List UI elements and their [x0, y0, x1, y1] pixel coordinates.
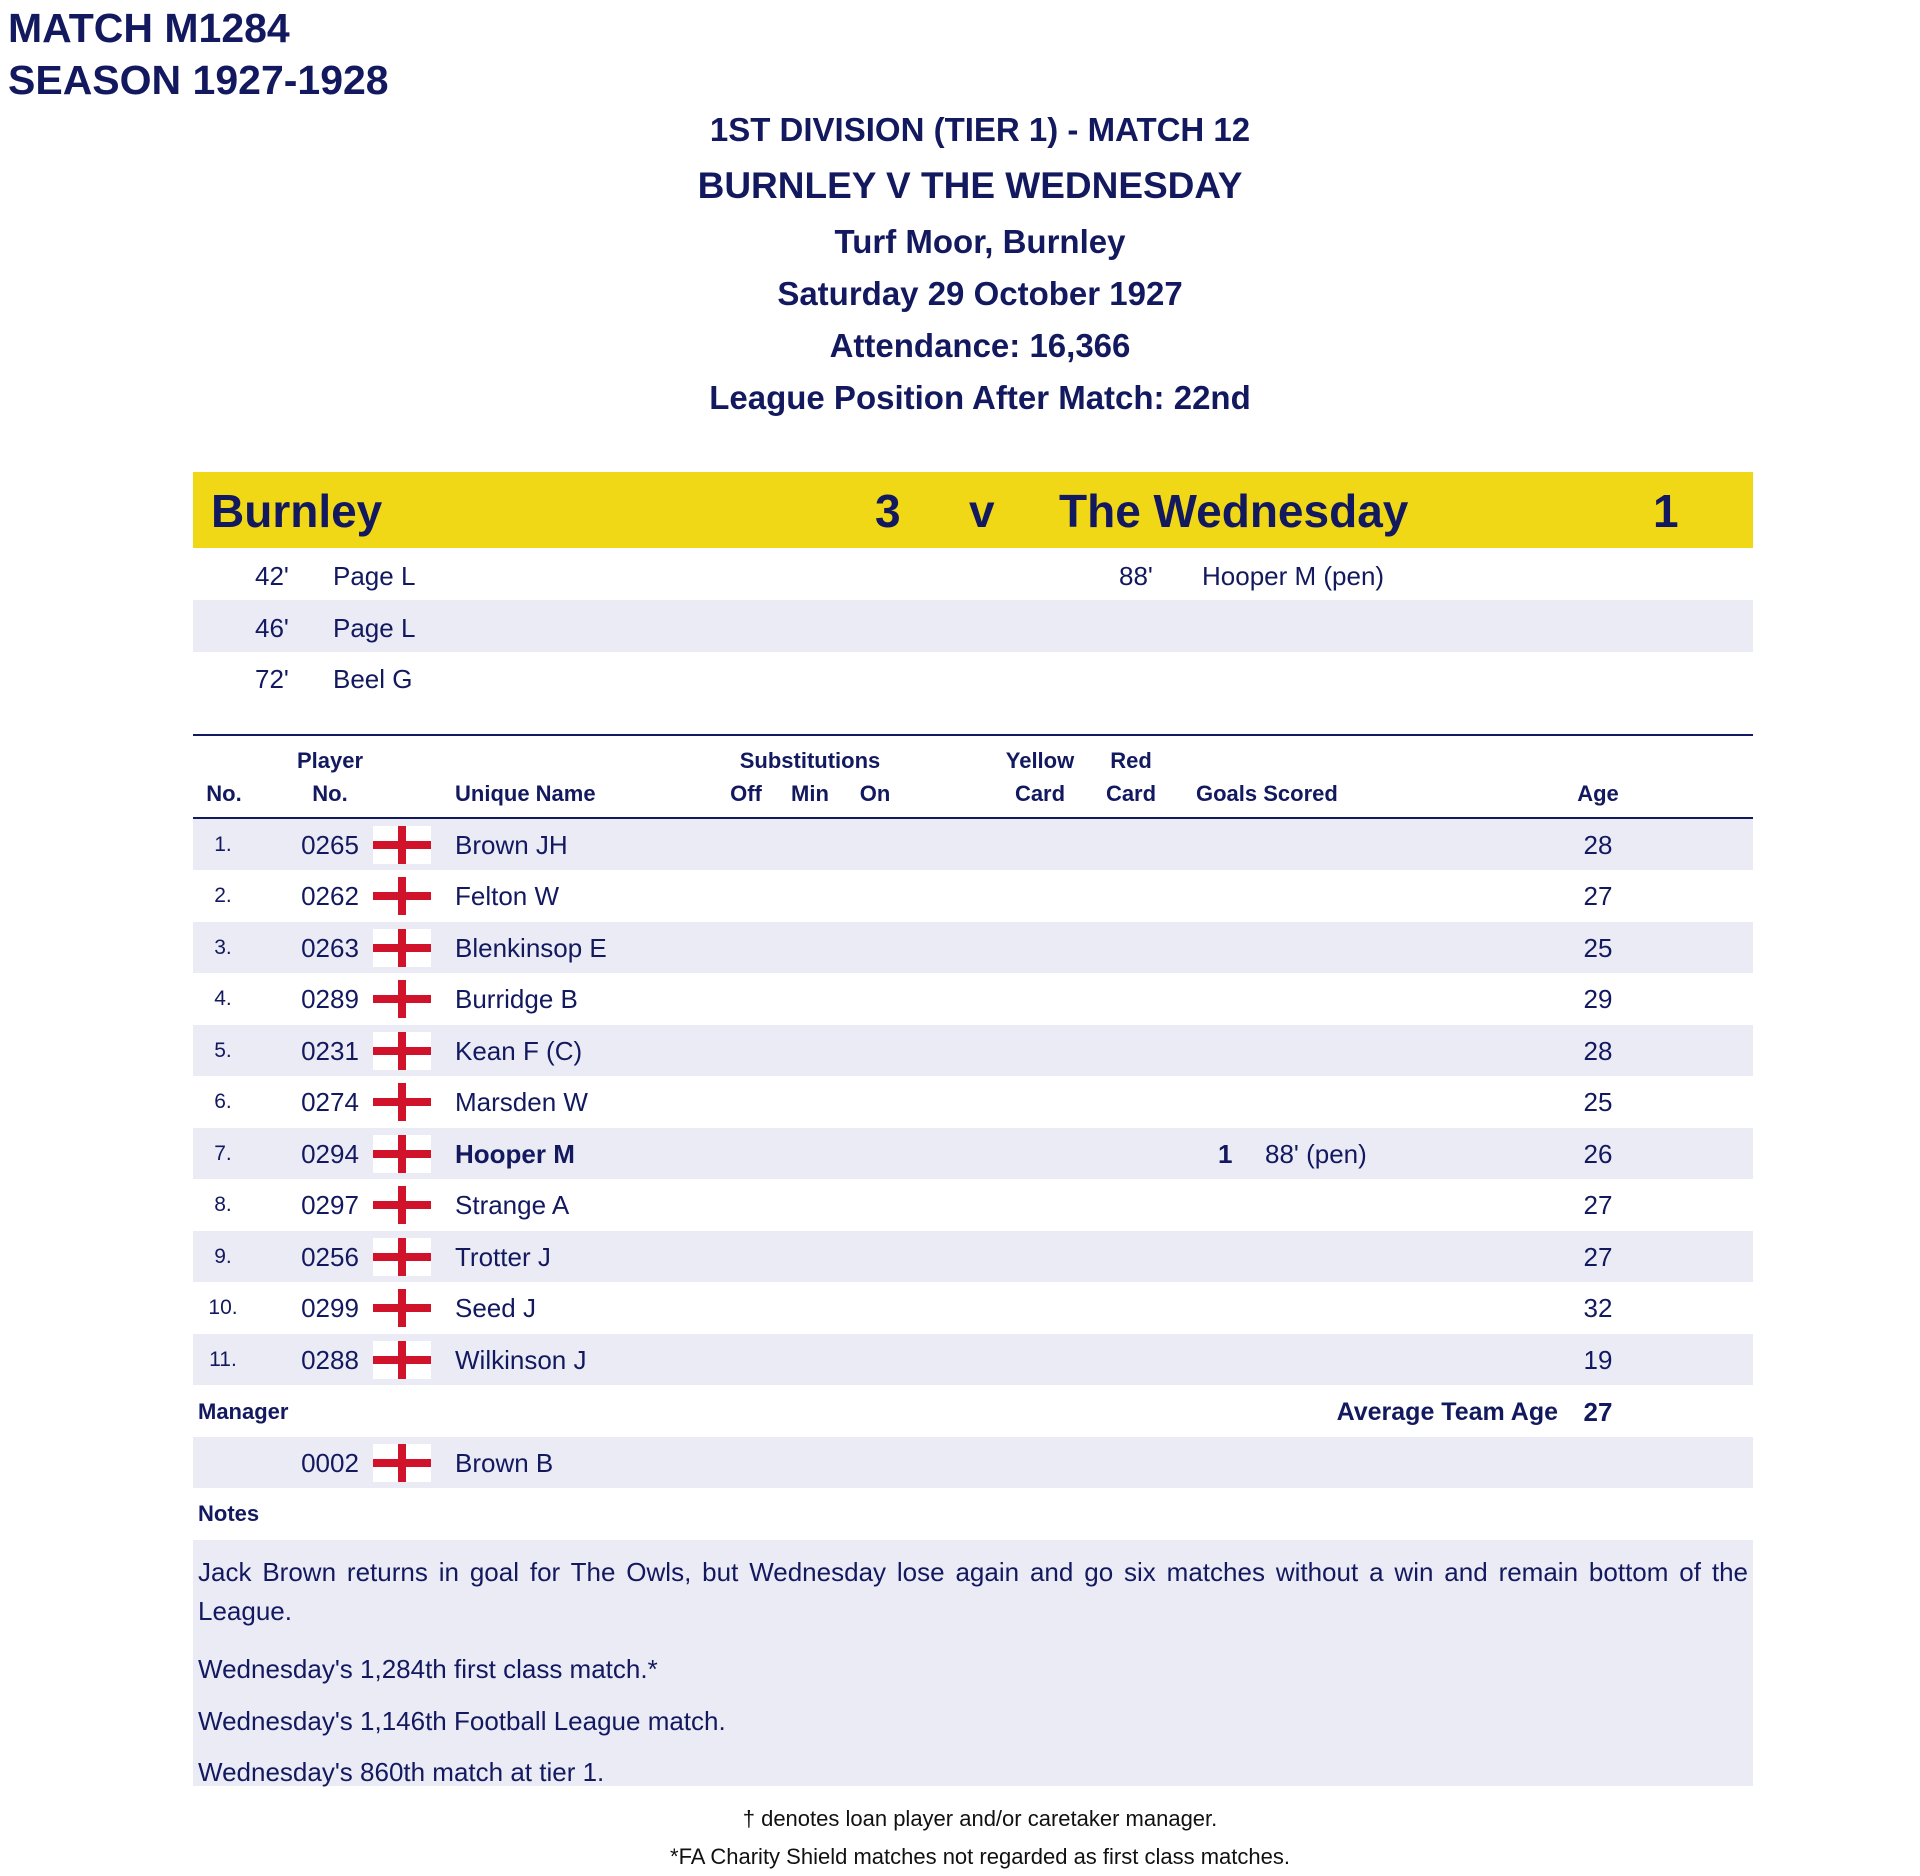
average-team-age: 27 — [1583, 1397, 1613, 1427]
england-flag-icon — [373, 1083, 431, 1121]
row-number: 8. — [214, 1193, 232, 1216]
row-number: 5. — [214, 1039, 232, 1062]
player-number: 0297 — [301, 1190, 359, 1220]
score-bar — [193, 472, 1753, 548]
row-number: 7. — [214, 1142, 232, 1165]
row-number: 9. — [214, 1245, 232, 1268]
home-goal-minute: 72' — [255, 664, 289, 694]
col-header-off: Off — [730, 781, 762, 806]
row-number: 10. — [208, 1296, 238, 1319]
col-header-age: Age — [1577, 781, 1619, 806]
player-name: Trotter J — [455, 1242, 551, 1272]
col-header-yellow: Yellow — [1005, 748, 1075, 773]
player-name: Brown JH — [455, 830, 568, 860]
england-flag-icon — [373, 1341, 431, 1379]
table-top-rule — [193, 734, 1753, 736]
england-flag-icon — [373, 929, 431, 967]
england-flag-icon — [373, 1444, 431, 1482]
player-number: 0263 — [301, 933, 359, 963]
row-number: 1. — [214, 833, 232, 856]
player-number: 0288 — [301, 1345, 359, 1375]
home-goal-scorer: Page L — [333, 613, 416, 643]
col-header-min: Min — [791, 781, 829, 806]
away-goal-scorer: Hooper M (pen) — [1202, 561, 1385, 591]
player-age: 28 — [1583, 1036, 1613, 1066]
col-header-goals-scored: Goals Scored — [1196, 781, 1338, 806]
row-number: 6. — [214, 1090, 232, 1113]
england-flag-icon — [373, 1238, 431, 1276]
player-age: 27 — [1583, 881, 1613, 911]
season-title: SEASON 1927-1928 — [8, 57, 389, 103]
note-paragraph: Jack Brown returns in goal for The Owls, but Wednesday lose again and go six matches without a win and remain bottom of the League. — [198, 1557, 1748, 1626]
player-number: 0274 — [301, 1087, 359, 1117]
goals-count: 1 — [1218, 1139, 1233, 1169]
home-team-name: Burnley — [211, 485, 383, 537]
col-header-on: On — [859, 781, 891, 806]
average-team-age-label: Average Team Age — [1336, 1398, 1558, 1426]
player-name: Seed J — [455, 1293, 536, 1323]
player-number: 0289 — [301, 984, 359, 1014]
fixture-title: BURNLEY V THE WEDNESDAY — [697, 165, 1243, 206]
col-header-red: Red — [1110, 748, 1152, 773]
away-goals: 1 — [1653, 485, 1679, 537]
away-goal-minute: 88' — [1119, 561, 1153, 591]
row-number: 2. — [214, 884, 232, 907]
match-date: Saturday 29 October 1927 — [777, 275, 1183, 312]
england-flag-icon — [373, 980, 431, 1018]
player-age: 29 — [1583, 984, 1613, 1014]
player-age: 26 — [1583, 1139, 1613, 1169]
manager-label: Manager — [198, 1399, 289, 1424]
versus-label: v — [969, 485, 995, 537]
notes-label: Notes — [198, 1501, 260, 1526]
player-name: Hooper M — [455, 1139, 575, 1169]
col-header-no: No. — [206, 781, 242, 806]
col-header-red-card: Card — [1105, 781, 1157, 806]
player-age: 32 — [1583, 1293, 1613, 1323]
england-flag-icon — [373, 1186, 431, 1224]
player-number: 0231 — [301, 1036, 359, 1066]
england-flag-icon — [373, 826, 431, 864]
player-name: Marsden W — [455, 1087, 588, 1117]
scorer-row-band — [193, 600, 1753, 652]
footnote-charity-shield: *FA Charity Shield matches not regarded as first class matches. — [670, 1844, 1290, 1869]
manager-name: Brown B — [455, 1448, 554, 1478]
england-flag-icon — [373, 1289, 431, 1327]
player-name: Burridge B — [455, 984, 578, 1014]
player-name: Blenkinsop E — [455, 933, 607, 963]
england-flag-icon — [373, 877, 431, 915]
player-name: Strange A — [455, 1190, 570, 1220]
venue: Turf Moor, Burnley — [834, 223, 1126, 260]
col-header-substitutions: Substitutions — [739, 748, 881, 773]
player-age: 25 — [1583, 1087, 1613, 1117]
goal-detail: 88' (pen) — [1265, 1139, 1367, 1169]
col-header-yellow-card: Card — [1014, 781, 1066, 806]
player-age: 27 — [1583, 1190, 1613, 1220]
player-name: Wilkinson J — [455, 1345, 587, 1375]
england-flag-icon — [373, 1135, 431, 1173]
match-code: MATCH M1284 — [8, 5, 290, 51]
player-name: Kean F (C) — [455, 1036, 583, 1066]
col-header-unique-name: Unique Name — [455, 781, 596, 806]
note-paragraph: Wednesday's 860th match at tier 1. — [198, 1757, 605, 1787]
player-number: 0256 — [301, 1242, 359, 1272]
note-paragraph: Wednesday's 1,284th first class match.* — [198, 1654, 658, 1684]
note-paragraph: Wednesday's 1,146th Football League match. — [198, 1706, 726, 1736]
player-age: 19 — [1583, 1345, 1613, 1375]
player-number: 0294 — [301, 1139, 359, 1169]
home-goal-minute: 42' — [255, 561, 289, 591]
col-header-player: Player — [296, 748, 364, 773]
player-number: 0299 — [301, 1293, 359, 1323]
player-number: 0262 — [301, 881, 359, 911]
player-number: 0265 — [301, 830, 359, 860]
competition-title: 1ST DIVISION (TIER 1) - MATCH 12 — [709, 111, 1251, 148]
home-goals: 3 — [875, 485, 901, 537]
away-team-name: The Wednesday — [1059, 485, 1409, 537]
row-number: 3. — [214, 936, 232, 959]
player-age: 28 — [1583, 830, 1613, 860]
player-age: 27 — [1583, 1242, 1613, 1272]
player-name: Felton W — [455, 881, 560, 911]
home-goal-minute: 46' — [255, 613, 289, 643]
attendance: Attendance: 16,366 — [829, 327, 1131, 364]
league-position: League Position After Match: 22nd — [709, 379, 1251, 416]
player-age: 25 — [1583, 933, 1613, 963]
england-flag-icon — [373, 1032, 431, 1070]
footnote-loan: † denotes loan player and/or caretaker manager. — [742, 1806, 1218, 1831]
row-number: 4. — [214, 987, 232, 1010]
home-goal-scorer: Page L — [333, 561, 416, 591]
manager-number: 0002 — [301, 1448, 359, 1478]
col-header-player-no: No. — [312, 781, 348, 806]
home-goal-scorer: Beel G — [333, 664, 413, 694]
row-number: 11. — [209, 1348, 237, 1371]
